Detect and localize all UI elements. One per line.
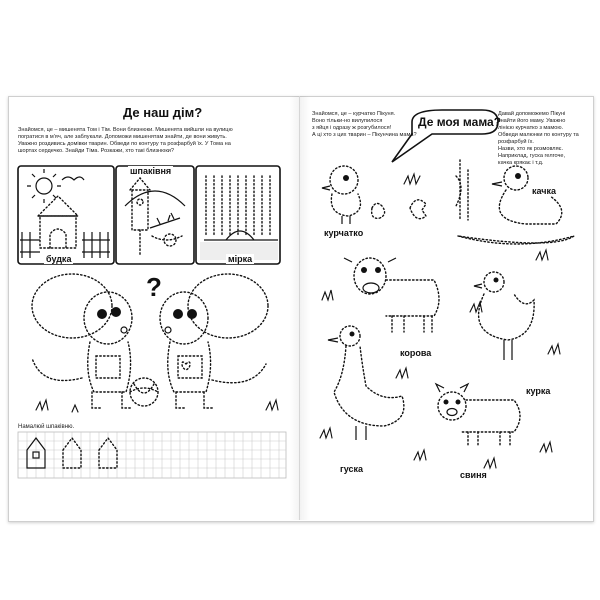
right-intro-line: Давай допоможемо Пікуні	[498, 111, 566, 117]
duck-icon	[458, 166, 574, 244]
right-intro-line: Воно тільки-но вилупилося	[312, 118, 383, 124]
left-intro-line: шортах сердечко. Знайди Тіма. Розкажи, хто такі близнюки?	[18, 148, 175, 154]
animal-label-hen: курка	[526, 386, 551, 396]
right-intro-line: Назви, хто як розмовляє. Наприклад, гуска гелгоче,	[498, 146, 566, 159]
animal-label-pig: свиня	[460, 470, 487, 480]
reeds-icon	[456, 160, 468, 220]
eggshell-icon	[372, 200, 426, 219]
left-page-title: Де наш дім?	[123, 105, 203, 120]
grass-icon	[320, 174, 560, 468]
home-label-doghouse: будка	[46, 254, 72, 264]
right-intro-line: Знайомся, це – курчатко Пікуня.	[312, 111, 396, 117]
right-intro-line: знайти його маму. Уважно	[498, 118, 566, 124]
right-intro-line: з яйця і одразу ж розгубилося!	[312, 125, 392, 131]
animal-label-goose: гуска	[340, 464, 364, 474]
question-mark: ?	[146, 272, 162, 302]
right-page-intro-right	[498, 111, 590, 167]
home-label-birdhouse: шпаківня	[130, 166, 172, 176]
animal-label-cow: корова	[400, 348, 432, 358]
right-intro-line: качка крякає і т.д.	[498, 160, 544, 166]
right-intro-line: А ці хто з цих тварин – Пікунчина мама?	[312, 132, 417, 138]
goose-icon	[328, 326, 404, 440]
home-label-burrow: мірка	[228, 254, 253, 264]
left-intro-line: Знайомся, це – мишенята Том і Тім. Вони близнюки. Мишенята вийшли на вулицю	[18, 127, 233, 133]
right-intro-line: Обведи малюнки по контуру та розфарбуй їх.	[498, 132, 579, 145]
cow-icon	[344, 258, 439, 332]
animal-label-chick: курчатко	[324, 228, 364, 238]
pig-icon	[436, 384, 520, 446]
chick-icon	[322, 166, 360, 224]
right-intro-line: лінією курчатко з мамою.	[498, 125, 564, 131]
pond-icon	[458, 236, 574, 244]
draw-caption: Намалюй шпаківню.	[18, 424, 75, 430]
hen-icon	[474, 272, 534, 360]
bubble-title: Де моя мама?	[418, 115, 502, 129]
animal-label-duck: качка	[532, 186, 557, 196]
left-intro-line: погратися в м'яч, але заблукали. Допоможи мишенятам знайти, де вони живуть.	[18, 134, 227, 140]
left-intro-line: Уважно роздивись домівки тварин. Обведи по контуру та розфарбуй їх. У Тома на	[18, 141, 231, 147]
